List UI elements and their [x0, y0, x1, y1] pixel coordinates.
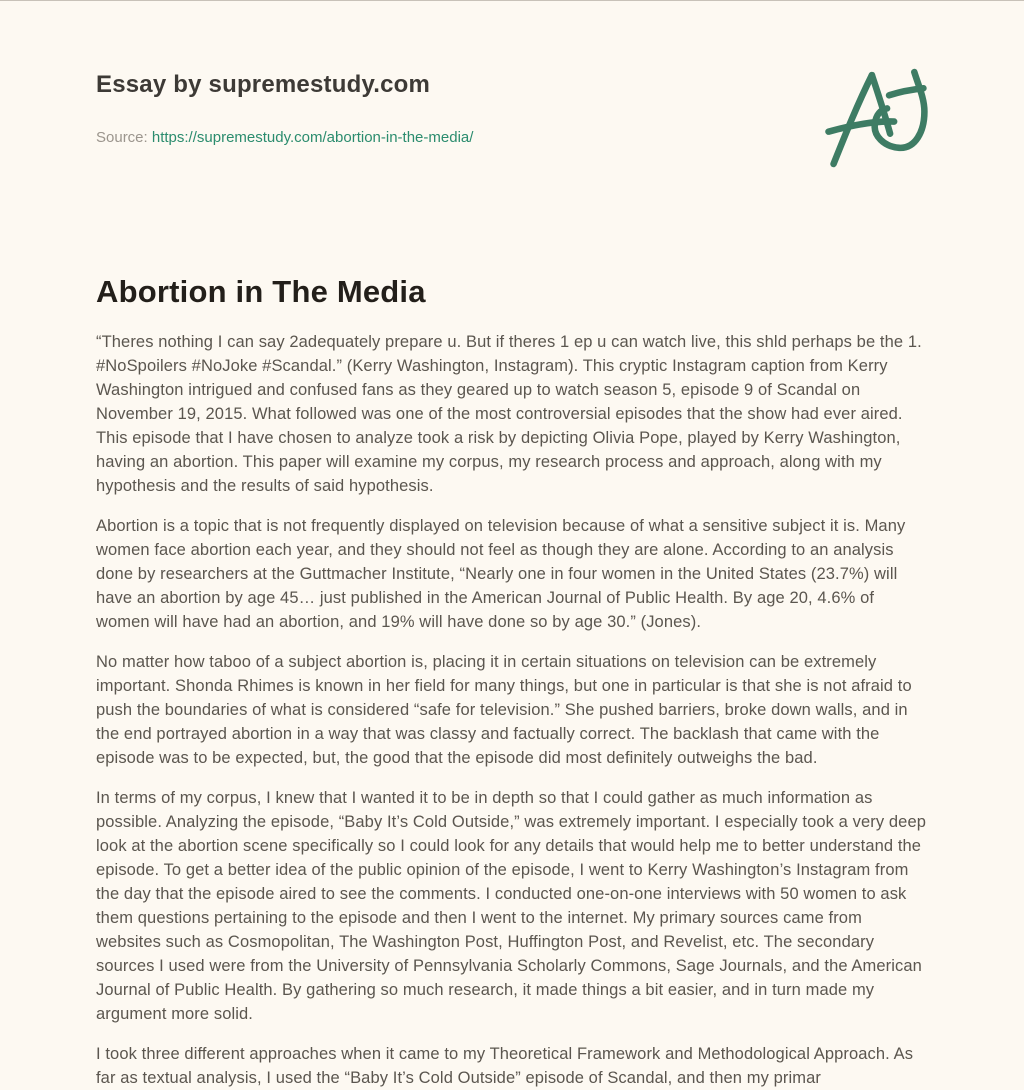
- essay-paragraph: Abortion is a topic that is not frequently displayed on television because of what a sensitive subject it is. Many women face abortion each year, and they should not feel as though they are alone. According to an analysis done by researchers at the Guttmacher Institute, “Nearly one in four women in the United States (23.7%) will have an abortion by age 45… just published in the American Journal of Public Health. By age 20, 4.6% of women will have had an abortion, and 19% will have done so by age 30.” (Jones).: [96, 517, 906, 632]
- essay-byline: Essay by supremestudy.com: [96, 71, 431, 98]
- a-plus-logo-icon: [820, 63, 942, 169]
- essay-paragraph: “Theres nothing I can say 2adequately prepare u. But if theres 1 ep u can watch live, this shld perhaps be the 1. #NoSpoilers #NoJoke #Scandal.” (Kerry Washington, Instagram). This cryptic Instagram caption from Kerry Washington intrigued and confused fans as they geared up to watch season 5, episode 9 of Scandal on November 19, 2015. What followed was one of the most controversial episodes that the show had ever aired. This episode that I have chosen to analyze took a risk by depicting Olivia Pope, played by Kerry Washington, having an abortion. This paper will examine my corpus, my research process and approach, along with my hypothesis and the results of said hypothesis.: [96, 333, 922, 496]
- essay-paragraph: In terms of my corpus, I knew that I wanted it to be in depth so that I could gather as much information as possible. Analyzing the episode, “Baby It’s Cold Outside,” was extremely important. I especially took a very deep look at the abortion scene specifically so I could look for any details that would help me to better understand the episode. To get a better idea of the public opinion of the episode, I went to Kerry Washington’s Instagram from the day that the episode aired to see the comments. I conducted one-on-one interviews with 50 women to ask them questions pertaining to the episode and then I went to the internet. My primary sources came from websites such as Cosmopolitan, The Washington Post, Huffington Post, and Revelist, etc. The secondary sources I used were from the University of Pennsylvania Scholarly Commons, Sage Journals, and the American Journal of Public Health. By gathering so much research, it made things a bit easier, and in turn made my argument more solid.: [96, 789, 926, 1024]
- essay-title: Abortion in The Media: [96, 274, 426, 309]
- source-line: [96, 128, 473, 148]
- essay-paragraph: No matter how taboo of a subject abortion is, placing it in certain situations on television can be extremely important. Shonda Rhimes is known in her field for many things, but one in particular is that she is not afraid to push the boundaries of what is considered “safe for television.” She pushed barriers, broke down walls, and in the end portrayed abortion in a way that was classy and factually correct. The backlash that came with the episode was to be expected, but, the good that the episode did most definitely outweighs the bad.: [96, 653, 912, 768]
- essay-paragraph: I took three different approaches when it came to my Theoretical Framework and Methodological Approach. As far as textual analysis, I used the “Baby It’s Cold Outside” episode of Scandal, and then my primar: [96, 1045, 914, 1088]
- header-text-block: [96, 71, 473, 148]
- source-label: Source:: [96, 128, 148, 146]
- essay-body: [96, 330, 928, 1090]
- source-link[interactable]: https://supremestudy.com/abortion-in-the-media/: [151, 128, 474, 146]
- page-header: [96, 1, 928, 169]
